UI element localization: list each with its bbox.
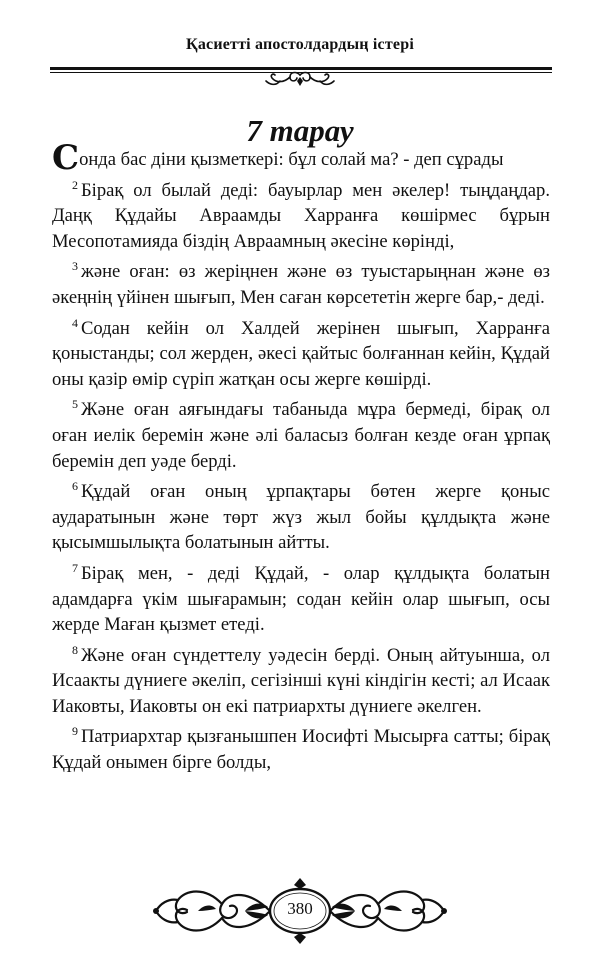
verse-4 <box>52 316 550 393</box>
verse-text: және оған: өз жеріңнен және өз туыстарыңнан және өз әкеңнің үйінен шығып, Мен саған көрсететін жерге бар,- деді. <box>52 261 550 308</box>
verse-number: 3 <box>72 259 78 274</box>
verse-5 <box>52 397 550 474</box>
running-header: Қасиетті апостолдардың істері <box>186 36 414 53</box>
verse-number: 7 <box>72 560 78 575</box>
verse-3 <box>52 259 550 310</box>
verse-number: 9 <box>72 724 78 739</box>
page-number: 380 <box>287 899 313 918</box>
verse-text: Содан кейін ол Халдей жерінен шығып, Харранға қоныстанды; сол жерден, әкесі қайтыс болғаннан кейін, Құдай оны қазір өмір сүріп жатқан осы жерге көшірді. <box>52 317 550 390</box>
verse-number: 5 <box>72 397 78 412</box>
verse-number: 6 <box>72 479 78 494</box>
verse-number: 4 <box>72 315 78 330</box>
drop-cap: С <box>52 138 80 178</box>
verse-text: онда бас діни қызметкері: бұл солай ма? - деп сұрады <box>79 149 504 170</box>
chapter-body <box>52 138 550 781</box>
verse-8 <box>52 643 550 720</box>
verse-9 <box>52 724 550 775</box>
verse-6 <box>52 479 550 556</box>
verse-number: 2 <box>72 177 78 192</box>
verse-text: Патриархтар қызғанышпен Иосифті Мысырға сатты; бірақ Құдай онымен бірге болды, <box>52 726 550 774</box>
verse-1 <box>52 138 550 178</box>
verse-text: Бірақ ол былай деді: бауырлар мен әкелер! тыңдаңдар. Даңқ Құдайы Авраамды Харранға көшірмес бұрын Месопотамияда біздің Авраамның әкесіне көрінді, <box>52 179 550 252</box>
chapter-title: 7 тарау <box>246 113 354 148</box>
scroll-flourish-icon <box>262 69 338 91</box>
verse-text: Және оған сүндеттелу уәдесін берді. Оның айтуынша, ол Исаакты дүниеге әкеліп, сегізінші күні кіндігін кесті; ал Исаак Иаковты, Иаковты он екі патриархты дүниеге әкелген. <box>52 644 550 717</box>
verse-text: Құдай оған оның ұрпақтары бөтен жерге қоныс аударатынын және төрт жүз жыл бойы құлдықта және қысымшылықта болатынын айтты. <box>52 481 550 554</box>
verse-7 <box>52 561 550 638</box>
verse-number: 8 <box>72 642 78 657</box>
verse-2 <box>52 178 550 255</box>
verse-text: Бірақ мен, - деді Құдай, - олар құлдықта болатын адамдарға үкім шығарамын; содан кейін олар шығып, осы жерде Маған қызмет етеді. <box>52 562 550 636</box>
verse-text: Және оған аяғындағы табаныда мұра бермеді, бірақ ол оған иелік беремін және әлі баласыз болған кезде оған ұрпақ беремін деп уәде берді. <box>52 399 550 472</box>
